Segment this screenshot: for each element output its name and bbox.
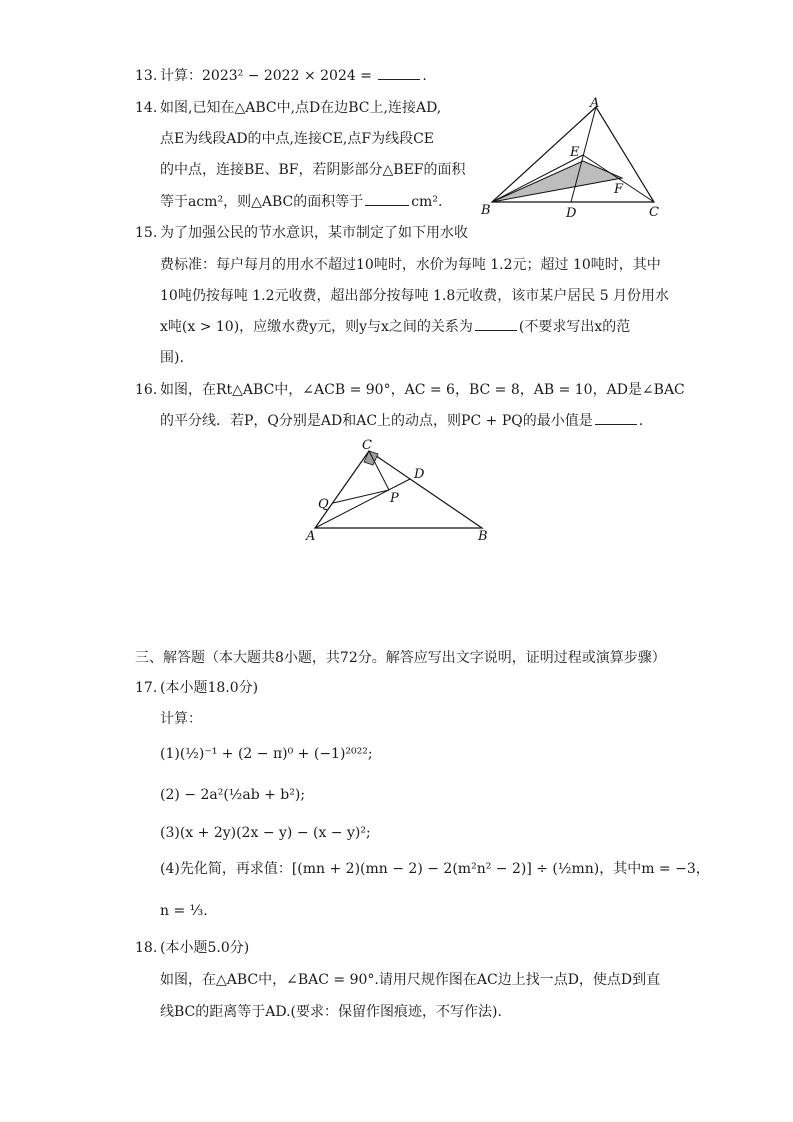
q15-answer-blank[interactable] xyxy=(475,318,517,331)
q14-label-e: E xyxy=(570,145,580,160)
q14-line-4 xyxy=(160,193,442,211)
q16-number: 16. xyxy=(135,382,158,398)
q15-line-5: 围). xyxy=(160,350,184,366)
q14-unit: cm². xyxy=(411,194,443,210)
q16-triangle-figure xyxy=(300,434,500,546)
q16-end: . xyxy=(638,413,644,429)
q14-answer-blank[interactable] xyxy=(365,193,409,206)
q15-line-3: 10吨仍按每吨 1.2元收费，超出部分按每吨 1.8元收费，该市某户居民 5 月份用水 xyxy=(160,288,670,304)
q14-label-d: D xyxy=(566,206,577,221)
q14-label-b: B xyxy=(481,203,491,218)
q16-answer-blank[interactable] xyxy=(595,412,637,425)
q17-number: 17. xyxy=(135,680,158,696)
q15-line-4 xyxy=(160,318,630,336)
q15-line-1: 为了加强公民的节水意识，某市制定了如下用水收 xyxy=(160,225,468,241)
q13-text xyxy=(160,67,427,85)
q17-part-2: (2) − 2a²(½ab + b²); xyxy=(160,787,306,803)
q16-line-1: 如图，在Rt△ABC中，∠ACB = 90°，AC = 6，BC = 8，AB = 10，AD是∠BAC xyxy=(160,382,685,398)
q16-segment-cp xyxy=(369,451,389,490)
q14-line-3: 的中点，连接BE、BF，若阴影部分△BEF的面积 xyxy=(160,162,466,178)
q14-line-2: 点E为线段AD的中点,连接CE,点F为线段CE xyxy=(160,131,435,147)
q16-label-p: P xyxy=(390,491,399,506)
q14-line-4-text: 等于acm²，则△ABC的面积等于 xyxy=(160,194,364,210)
q17-score: (本小题18.0分) xyxy=(160,680,259,696)
q16-label-c: C xyxy=(362,438,372,453)
q13-answer-blank[interactable] xyxy=(378,67,420,80)
q13-number: 13. xyxy=(135,68,158,84)
q17-part-4-value-n: n = ⅓. xyxy=(160,903,208,919)
q16-triangle-abc xyxy=(315,451,482,528)
q14-label-c: C xyxy=(649,205,659,220)
q14-number: 14. xyxy=(135,100,158,116)
q16-label-a: A xyxy=(306,529,316,544)
q14-label-a: A xyxy=(590,96,600,111)
q16-label-d: D xyxy=(414,467,425,482)
q14-label-f: F xyxy=(614,182,624,197)
q14-shaded-triangle-bef xyxy=(492,161,622,202)
q15-tail: (不要求写出x的范 xyxy=(518,319,631,335)
q13-end: . xyxy=(422,68,427,84)
q15-number: 15. xyxy=(135,225,158,241)
q15-line-4-text: x吨(x > 10)，应缴水费y元，则y与x之间的关系为 xyxy=(160,319,473,335)
section-3-heading: 三、解答题（本大题共8小题，共72分。解答应写出文字说明，证明过程或演算步骤） xyxy=(135,650,666,666)
q16-segment-pq xyxy=(333,490,389,503)
q13-expression: 计算：2023² − 2022 × 2024 = xyxy=(160,68,377,84)
q16-line-2 xyxy=(160,412,643,430)
q18-line-2: 线BC的距离等于AD.(要求：保留作图痕迹，不写作法). xyxy=(160,1004,502,1020)
q17-part-4: (4)先化简，再求值：[(mn + 2)(mn − 2) − 2(m²n² − 2)] ÷ (½mn)，其中m = −3， xyxy=(160,861,710,877)
q18-number: 18. xyxy=(135,940,158,956)
q17-prompt: 计算： xyxy=(160,711,202,727)
q14-triangle-figure xyxy=(478,95,668,225)
q16-line-2-text: 的平分线．若P，Q分别是AD和AC上的动点，则PC + PQ的最小值是 xyxy=(160,413,593,429)
q16-right-angle-mark xyxy=(364,451,378,465)
q17-part-1: (1)(½)⁻¹ + (2 − π)⁰ + (−1)²⁰²²; xyxy=(160,746,373,762)
q16-label-b: B xyxy=(478,529,488,544)
q16-label-q: Q xyxy=(318,497,329,512)
q15-line-2: 费标准：每户每月的用水不超过10吨时，水价为每吨 1.2元；超过 10吨时，其中 xyxy=(160,257,661,273)
q17-part-3: (3)(x + 2y)(2x − y) − (x − y)²; xyxy=(160,825,371,841)
q14-line-1: 如图,已知在△ABC中,点D在边BC上,连接AD, xyxy=(160,100,442,116)
q18-score: (本小题5.0分) xyxy=(160,940,250,956)
q18-line-1: 如图，在△ABC中，∠BAC = 90°.请用尺规作图在AC边上找一点D，使点D到直 xyxy=(160,972,661,988)
